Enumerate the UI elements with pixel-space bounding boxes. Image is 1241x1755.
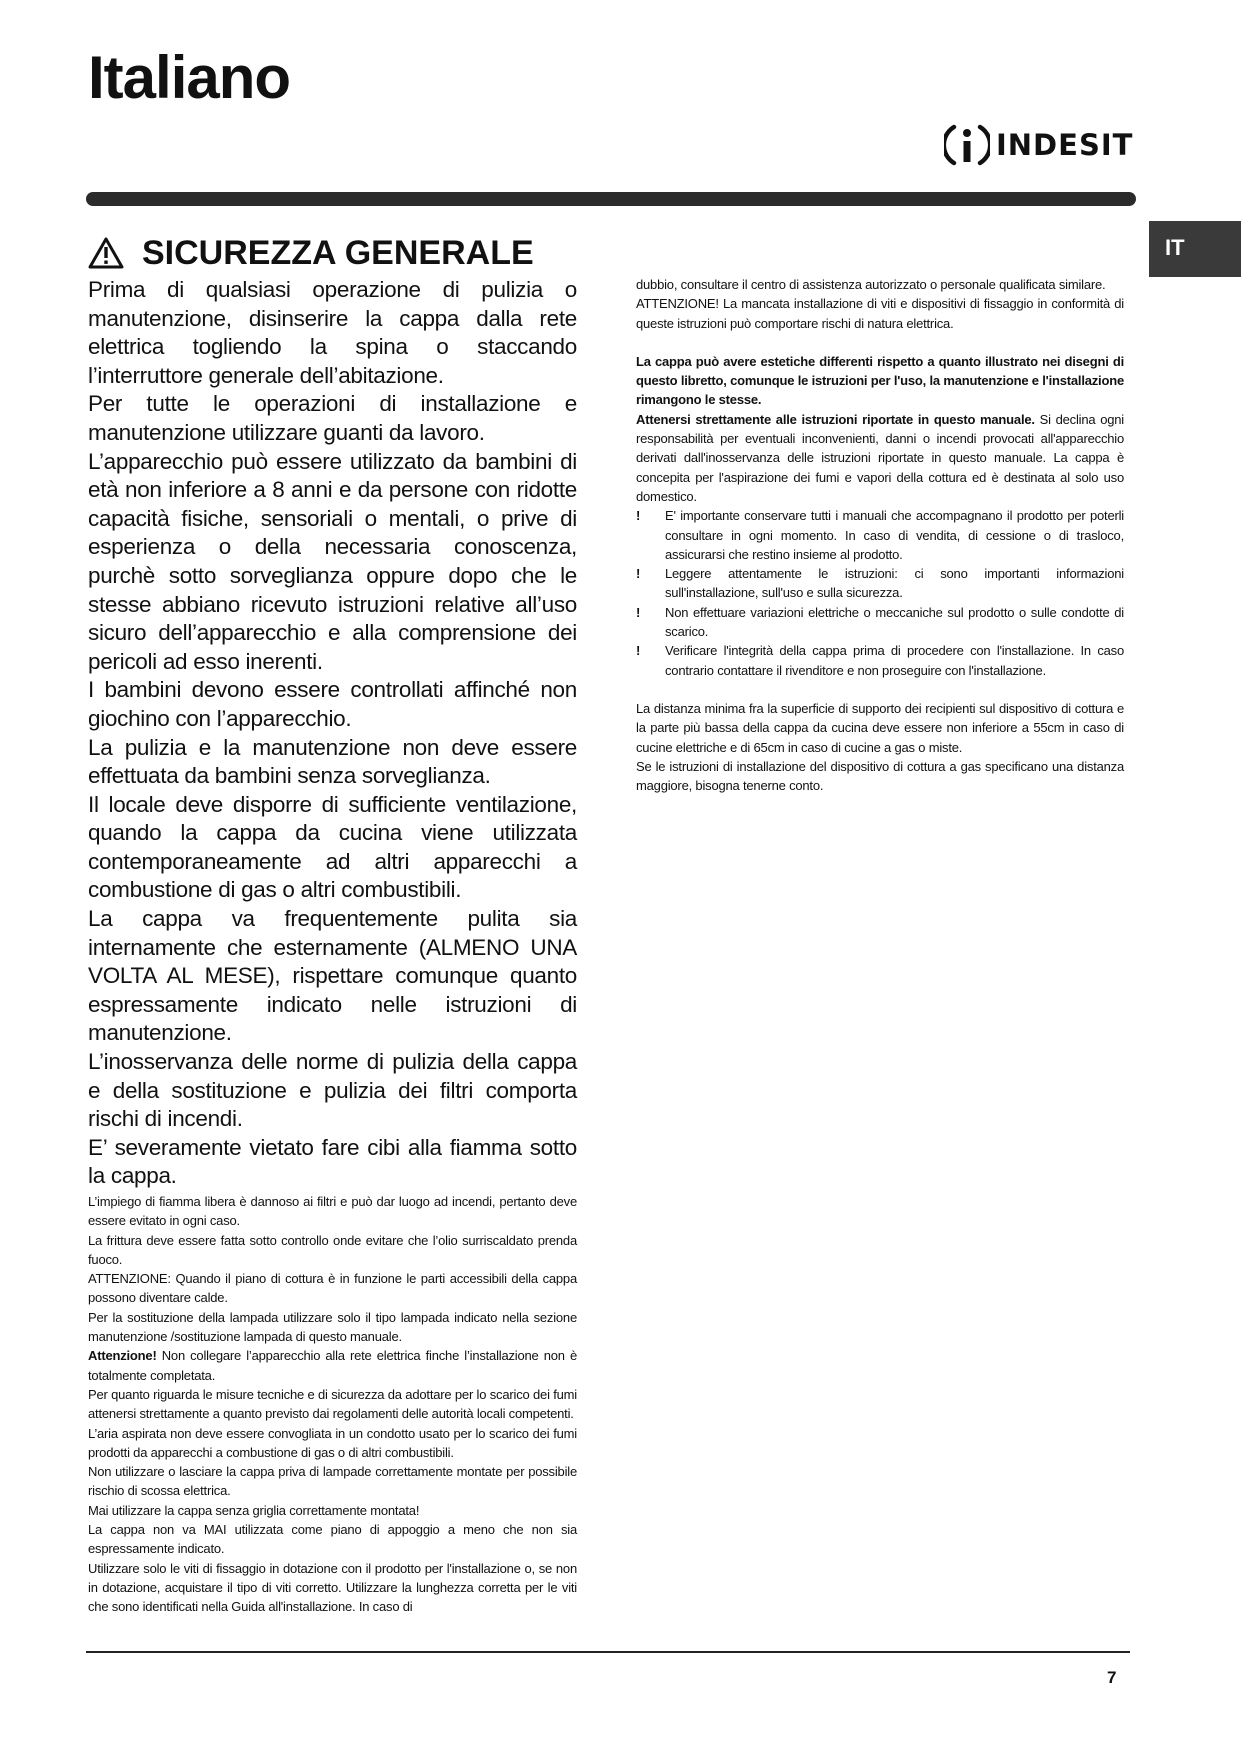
paragraph: L’inosservanza delle norme di pulizia della cappa e della sostituzione e pulizia dei filtri comporta rischi di incendi. — [88, 1049, 577, 1132]
list-item: ! Non effettuare variazioni elettriche o meccaniche sul prodotto o sulle condotte di scarico. — [636, 604, 1124, 640]
exclamation-icon: ! — [636, 604, 641, 620]
paragraph: La cappa va frequentemente pulita sia internamente che esternamente (ALMENO UNA VOLTA AL MESE), rispettare comunque quanto espressamente indicato nelle istruzioni di manutenzione. — [88, 906, 577, 1046]
paragraph: La distanza minima fra la superficie di supporto dei recipienti sul dispositivo di cottura e la parte più bassa della cappa da cucina deve essere non inferiore a 55cm in caso di cucine elettriche e di 65cm in caso di cucine a gas o miste. — [636, 700, 1124, 755]
paragraph: Se le istruzioni di installazione del dispositivo di cottura a gas specificano una distanza maggiore, bisogna tenerne conto. — [636, 758, 1124, 794]
indesit-logo — [944, 118, 1133, 172]
warning-icon — [88, 237, 124, 269]
paragraph: Per la sostituzione della lampada utilizzare solo il tipo lampada indicato nella sezione manutenzione /sostituzione lampada di questo manuale. — [88, 1309, 577, 1345]
paragraph — [88, 1346, 577, 1385]
paragraph: ATTENZIONE: Quando il piano di cottura è in funzione le parti accessibili della cappa possono diventare calde. — [88, 1271, 577, 1306]
exclamation-icon: ! — [636, 566, 641, 582]
language-tab: IT — [1149, 221, 1241, 277]
exclamation-icon: ! — [636, 508, 641, 524]
header-divider — [86, 192, 1136, 206]
safety-main-text — [88, 276, 577, 1191]
brand-name: INDESIT — [996, 127, 1134, 162]
page-number: 7 — [1107, 1668, 1117, 1687]
paragraph: Il locale deve disporre di sufficiente ventilazione, quando la cappa da cucina viene utilizzata contemporaneamente ad altri apparecchi a combustione di gas o altri combustibili. — [88, 791, 577, 903]
safety-detail-text — [88, 1192, 577, 1617]
paragraph: L’aria aspirata non deve essere convogliata in un condotto usato per lo scarico dei fumi prodotti da apparecchi a combustione di gas o di altri combustibili. — [88, 1425, 577, 1460]
attention-text: Non collegare l’apparecchio alla rete elettrica finche l’installazione non è totalmente completata. — [88, 1348, 577, 1383]
paragraph: La frittura deve essere fatta sotto controllo onde evitare che l’olio surriscaldato prenda fuoco. — [88, 1232, 577, 1267]
paragraph: E’ severamente vietato fare cibi alla fiamma sotto la cappa. — [88, 1134, 577, 1189]
paragraph: I bambini devono essere controllati affinché non giochino con l’apparecchio. — [88, 677, 577, 731]
paragraph: L’impiego di fiamma libera è dannoso ai filtri e può dar luogo ad incendi, pertanto deve essere evitato in ogni caso. — [88, 1194, 577, 1229]
footer-divider — [86, 1651, 1130, 1653]
paragraph: Per quanto riguarda le misure tecniche e di sicurezza da adottare per lo scarico dei fumi attenersi strettamente a quanto previsto dai regolamenti delle autorità locali competenti. — [88, 1386, 577, 1422]
attention-label: Attenzione! — [88, 1348, 157, 1364]
left-column — [88, 276, 577, 1617]
list-item: ! Verificare l'integrità della cappa prima di procedere con l'installazione. In caso contrario contattare il rivenditore e non proseguire con l'installazione. — [636, 643, 1124, 678]
warning-list — [636, 506, 1124, 680]
paragraph: La pulizia e la manutenzione non deve essere effettuata da bambini senza sorveglianza. — [88, 734, 577, 789]
paragraph: Mai utilizzare la cappa senza griglia correttamente montata! — [88, 1502, 420, 1518]
bold-notice: La cappa può avere estetiche differenti rispetto a quanto illustrato nei disegni di questo libretto, comunque le istruzioni per l'uso, la manutenzione e l'installazione rimangono le stesse. — [636, 353, 1124, 408]
section-title: SICUREZZA GENERALE — [142, 234, 534, 272]
list-item: ! Leggere attentamente le istruzioni: ci sono importanti informazioni sull'installazione, sull'uso e sulla sicurezza. — [636, 566, 1124, 601]
manual-notice-label: Attenersi strettamente alle istruzioni riportate in questo manuale. — [636, 411, 1035, 427]
manual-notice-text: Si declina ogni responsabilità per eventuali inconvenienti, danni o incendi provocati all'apparecchio derivati dall'inosservanza delle istruzioni riportate in questo manuale. La cappa è concepita per l'aspirazione dei fumi e vapori della cottura ed è destinata al solo uso domestico. — [636, 411, 1124, 504]
paragraph: L’apparecchio può essere utilizzato da bambini di età non inferiore a 8 anni e da persone con ridotte capacità fisiche, sensoriali o mentali, o prive di esperienza o della necessaria conoscenza, purchè sotto sorveglianza oppure dopo che le stesse abbiano ricevuto istruzioni relative all’uso sicuro dell’apparecchio e alla comprensione dei pericoli ad esso inerenti. — [88, 448, 577, 674]
paragraph: Per tutte le operazioni di installazione e manutenzione utilizzare guanti da lavoro. — [88, 391, 577, 445]
page-language-title: Italiano — [88, 44, 291, 111]
section-heading — [88, 236, 534, 270]
list-item: ! E' importante conservare tutti i manuali che accompagnano il prodotto per poterli consultare in ogni momento. In caso di vendita, di cessione o di trasloco, assicurarsi che restino insieme al prodotto. — [636, 508, 1124, 562]
paragraph: ATTENZIONE! La mancata installazione di viti e dispositivi di fissaggio in conformità di queste istruzioni può comportare rischi di natura elettrica. — [636, 296, 1124, 331]
paragraph — [636, 410, 1124, 506]
indesit-logo-icon — [944, 120, 990, 170]
paragraph: Prima di qualsiasi operazione di pulizia o manutenzione, disinserire la cappa dalla rete elettrica togliendo la spina o staccando l’interruttore generale dell’abitazione. — [88, 277, 577, 388]
paragraph: La cappa non va MAI utilizzata come piano di appoggio a meno che non sia espressamente indicato. — [88, 1522, 577, 1557]
paragraph: dubbio, consultare il centro di assistenza autorizzato o personale qualificata similare. — [636, 277, 1106, 292]
right-column — [636, 275, 1124, 795]
paragraph: Non utilizzare o lasciare la cappa priva di lampade correttamente montate per possibile rischio di scossa elettrica. — [88, 1464, 577, 1499]
exclamation-icon: ! — [636, 643, 641, 659]
paragraph: Utilizzare solo le viti di fissaggio in dotazione con il prodotto per l'installazione o, se non in dotazione, acquistare il tipo di viti corretto. Utilizzare la lunghezza corretta per le viti che sono identificati nella Guida all'installazione. In caso di — [88, 1560, 577, 1615]
